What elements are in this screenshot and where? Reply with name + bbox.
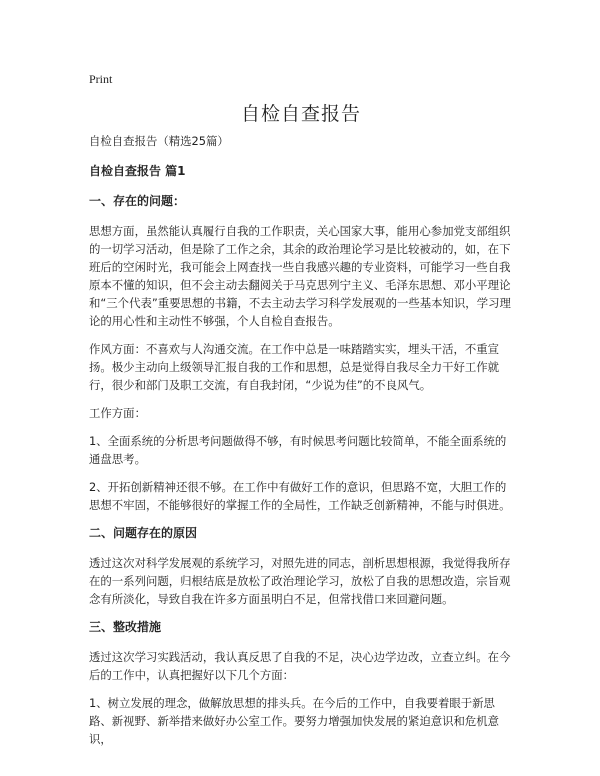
article-heading: 自检自查报告 篇1 [89, 164, 186, 178]
section-heading-1: 一、存在的问题： [89, 194, 186, 208]
page-title: 自检自查报告 [240, 103, 361, 125]
document-body [89, 132, 513, 758]
paragraph: 透过这次学习实践活动，我认真反思了自我的不足，决心边学边改，立查立纠。在今后的工作中，认真把握好以下几个方面： [89, 650, 511, 682]
paragraph: 透过这次对科学发展观的系统学习，对照先进的同志，剖析思想根源，我觉得我所存在的一系列问题，归根结底是放松了政治理论学习，放松了自我的思想改造，宗旨观念有所淡化，导致自我在许多方面虽明白不足，但常找借口来回避问题。 [89, 556, 511, 606]
paragraph: 1、树立发展的理念，做解放思想的排头兵。在今后的工作中，自我要着眼于新思路、新视野、新举措来做好办公室工作。要努力增强加快发展的紧迫意识和危机意识， [89, 696, 500, 746]
paragraph: 作风方面：不喜欢与人沟通交流。在工作中总是一味踏踏实实，埋头干活，不重宣扬。极少主动向上级领导汇报自我的工作和思想，总是觉得自我尽全力干好工作就行，很少和部门及职工交流，有自我封闭，“少说为佳”的不良风气。 [89, 342, 500, 392]
paragraph: 2、开拓创新精神还很不够。在工作中有做好工作的意识，但思路不宽，大胆工作的思想不牢固，不能够很好的掌握工作的全局性，工作缺乏创新精神，不能与时俱进。 [89, 480, 511, 512]
paragraph: 思想方面，虽然能认真履行自我的工作职责，关心国家大事，能用心参加党支部组织的一切学习活动，但是除了工作之余，其余的政治理论学习是比较被动的，如，在下班后的空闲时光，我可能会上网查找一些自我感兴趣的专业资料，可能学习一些自我原本不懂的知识，但不会主动去翻阅关于马克思列宁主义、毛泽东思想、邓小平理论和“三个代表”重要思想的书籍，不去主动去学习科学发展观的一些基本知识，学习理论的用心性和主动性不够强，个人自检自查报告。 [89, 224, 511, 328]
section-heading-2: 二、问题存在的原因 [89, 526, 198, 540]
document-subtitle: 自检自查报告（精选25篇） [89, 134, 229, 148]
paragraph: 工作方面： [89, 406, 146, 420]
paragraph: 1、全面系统的分析思考问题做得不够，有时候思考问题比较简单，不能全面系统的通盘思考。 [89, 434, 507, 466]
print-link[interactable]: Print [89, 72, 113, 86]
section-heading-3: 三、整改措施 [89, 620, 162, 634]
